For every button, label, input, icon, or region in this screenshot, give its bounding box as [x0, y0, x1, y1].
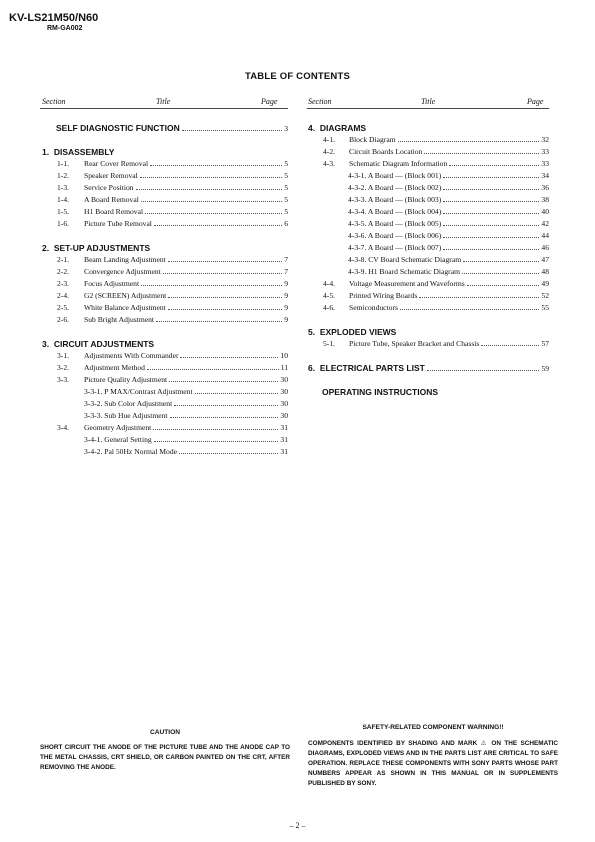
- toc-entry[interactable]: [84, 435, 288, 444]
- toc-entry[interactable]: [84, 291, 288, 300]
- entry-title: Sub Bright Adjustment: [84, 315, 155, 324]
- section-label: SELF DIAGNOSTIC FUNCTION: [56, 123, 180, 133]
- entry-title: 4-3-9. H1 Board Schematic Diagram: [348, 267, 460, 276]
- dot-leader: [182, 130, 282, 131]
- dot-leader: [174, 405, 278, 406]
- page-ref: 42: [541, 219, 549, 228]
- header-rule: [40, 108, 288, 109]
- toc-entry[interactable]: [349, 303, 549, 312]
- dot-leader: [443, 189, 539, 190]
- page-ref: 9: [284, 279, 288, 288]
- entry-title: Adjustments With Commander: [84, 351, 179, 360]
- entry-title: Geometry Adjustment: [84, 423, 152, 432]
- entry-number: 1-6.: [57, 219, 70, 228]
- entry-title: 4-3-1. A Board — (Block 001): [348, 171, 442, 180]
- entry-number: 2-6.: [57, 315, 70, 324]
- dot-leader: [168, 297, 282, 298]
- entry-title: 4-3-5. A Board — (Block 005): [348, 219, 442, 228]
- entry-title: 3-3-1. P MAX/Contrast Adjustment: [84, 387, 193, 396]
- entry-title: A Board Removal: [84, 195, 139, 204]
- toc-entry[interactable]: [348, 171, 549, 180]
- toc-entry[interactable]: [349, 279, 549, 288]
- entry-title: Schematic Diagram Information: [349, 159, 448, 168]
- page-ref: 31: [280, 423, 288, 432]
- toc-entry[interactable]: [84, 183, 288, 192]
- section-heading-3[interactable]: [42, 339, 154, 349]
- entry-number: 2-2.: [57, 267, 70, 276]
- section-label: DISASSEMBLY: [53, 147, 115, 157]
- entry-number: 4-3.: [323, 159, 336, 168]
- warning-triangle-icon: ⚠: [480, 739, 488, 747]
- entry-title: 4-3-7. A Board — (Block 007): [348, 243, 442, 252]
- col-header-title: Title: [421, 97, 436, 106]
- remote-model: RM-GA002: [47, 25, 83, 32]
- entry-title: 4-3-3. A Board — (Block 003): [348, 195, 442, 204]
- toc-entry[interactable]: [348, 219, 549, 228]
- dot-leader: [443, 225, 539, 226]
- toc-entry[interactable]: [84, 351, 288, 360]
- entry-number: 4-6.: [323, 303, 336, 312]
- toc-self-diagnostic[interactable]: [56, 123, 288, 133]
- section-number: 2.: [42, 243, 50, 253]
- entry-title: G2 (SCREEN) Adjustment: [84, 291, 167, 300]
- dot-leader: [427, 370, 540, 371]
- section-heading-2[interactable]: [42, 243, 150, 253]
- dot-leader: [195, 393, 279, 394]
- model-number: KV-LS21M50/N60: [9, 12, 99, 24]
- page-ref: 55: [541, 303, 549, 312]
- toc-entry[interactable]: [349, 339, 549, 348]
- toc-entry[interactable]: [84, 363, 288, 372]
- page-ref: 7: [284, 267, 288, 276]
- section-number: 3.: [42, 339, 50, 349]
- section-heading-1[interactable]: [42, 147, 114, 157]
- toc-entry[interactable]: [84, 267, 288, 276]
- page-ref: 46: [541, 243, 549, 252]
- toc-entry[interactable]: [84, 159, 288, 168]
- toc-entry[interactable]: [348, 195, 549, 204]
- page-ref: 7: [284, 255, 288, 264]
- entry-title: Picture Tube, Speaker Bracket and Chassis: [349, 339, 480, 348]
- page-ref: 40: [541, 207, 549, 216]
- page-ref: 31: [280, 435, 288, 444]
- toc-title: TABLE OF CONTENTS: [244, 71, 351, 82]
- entry-title: 4-3-4. A Board — (Block 004): [348, 207, 442, 216]
- page-ref: 9: [284, 315, 288, 324]
- page-ref: 30: [280, 375, 288, 384]
- toc-entry[interactable]: [349, 291, 549, 300]
- entry-number: 3-4.: [57, 423, 70, 432]
- entry-title: Beam Landing Adjustment: [84, 255, 166, 264]
- toc-entry[interactable]: [84, 423, 288, 432]
- toc-entry[interactable]: [84, 207, 288, 216]
- dot-leader: [140, 177, 282, 178]
- entry-title: Adjustment Method: [84, 363, 145, 372]
- dot-leader: [443, 177, 539, 178]
- entry-title: White Balance Adjustment: [84, 303, 166, 312]
- page-ref: 9: [284, 303, 288, 312]
- entry-title: H1 Board Removal: [84, 207, 144, 216]
- page-ref: 48: [541, 267, 549, 276]
- page-ref: 33: [541, 147, 549, 156]
- entry-title: 3-4-2. Pal 50Hz Normal Mode: [84, 447, 178, 456]
- entry-number: 5-1.: [323, 339, 336, 348]
- toc-entry[interactable]: [84, 303, 288, 312]
- entry-number: 4-5.: [323, 291, 336, 300]
- page-ref: 38: [541, 195, 549, 204]
- caution-body: SHORT CIRCUIT THE ANODE OF THE PICTURE TUBE AND THE ANODE CAP TO THE METAL CHASSIS, CRT SHIELD, OR CARBON PAINTED ON THE CRT, AFTER REMOVING THE ANODE.: [40, 744, 290, 771]
- header-rule: [307, 108, 549, 109]
- toc-entry[interactable]: [348, 243, 549, 252]
- dot-leader: [169, 381, 278, 382]
- page-ref: 6: [284, 219, 288, 228]
- safety-body-text: ON THE SCHEMATIC DIAGRAMS, EXPLODED VIEWS AND IN THE PARTS LIST ARE CRITICAL TO SAFE OPERATION. REPLACE THESE COMPONENTS WITH SONY PARTS WHOSE PART NUMBERS APPEAR AS SHOWN IN THIS MANUAL OR IN SUPPLEMENTS PUBLISHED BY SONY.: [308, 740, 558, 787]
- entry-title: 3-4-1. General Setting: [84, 435, 152, 444]
- section-label: ELECTRICAL PARTS LIST: [319, 363, 425, 373]
- dot-leader: [424, 153, 539, 154]
- page-ref: 3: [284, 124, 288, 133]
- toc-entry[interactable]: [84, 399, 288, 408]
- dot-leader: [141, 285, 282, 286]
- toc-entry[interactable]: [84, 387, 288, 396]
- dot-leader: [168, 309, 282, 310]
- dot-leader: [141, 201, 282, 202]
- safety-body-text: COMPONENTS IDENTIFIED BY SHADING AND MARK: [308, 740, 481, 747]
- dot-leader: [168, 261, 282, 262]
- toc-entry[interactable]: [349, 135, 549, 144]
- caution-heading: CAUTION: [149, 729, 181, 736]
- dot-leader: [463, 261, 539, 262]
- entry-number: 1-3.: [57, 183, 70, 192]
- entry-number: 3-2.: [57, 363, 70, 372]
- dot-leader: [156, 321, 282, 322]
- entry-title: Printed Wiring Boards: [349, 291, 418, 300]
- dot-leader: [154, 441, 279, 442]
- section-number: 1.: [42, 147, 50, 157]
- dot-leader: [170, 417, 279, 418]
- entry-title: Rear Cover Removal: [84, 159, 149, 168]
- entry-title: Block Diagram: [349, 135, 396, 144]
- dot-leader: [443, 201, 539, 202]
- entry-number: 2-1.: [57, 255, 70, 264]
- section-heading-5[interactable]: [308, 327, 396, 337]
- entry-title: Speaker Removal: [84, 171, 138, 180]
- page-number: – 2 –: [289, 821, 306, 830]
- page-ref: 32: [541, 135, 549, 144]
- safety-body: [308, 738, 558, 789]
- section-heading-6[interactable]: [308, 363, 549, 373]
- dot-leader: [147, 369, 279, 370]
- entry-title: Circuit Boards Location: [349, 147, 423, 156]
- dot-leader: [398, 141, 540, 142]
- dot-leader: [179, 453, 278, 454]
- page-ref: 11: [280, 363, 288, 372]
- page-ref: 33: [541, 159, 549, 168]
- toc-entry[interactable]: [349, 147, 549, 156]
- entry-title: Convergence Adjustment: [84, 267, 161, 276]
- toc-entry[interactable]: [349, 159, 549, 168]
- page-ref: 59: [541, 364, 549, 373]
- page-ref: 31: [280, 447, 288, 456]
- entry-number: 2-3.: [57, 279, 70, 288]
- entry-number: 1-2.: [57, 171, 70, 180]
- entry-number: 2-4.: [57, 291, 70, 300]
- page-ref: 5: [284, 195, 288, 204]
- section-label: CIRCUIT ADJUSTMENTS: [53, 339, 155, 349]
- section-number: 5.: [308, 327, 316, 337]
- section-number: 6.: [308, 363, 316, 373]
- page-ref: 30: [280, 411, 288, 420]
- toc-entry[interactable]: [84, 279, 288, 288]
- page-ref: 10: [280, 351, 288, 360]
- page-ref: 5: [284, 159, 288, 168]
- entry-number: 4-2.: [323, 147, 336, 156]
- dot-leader: [180, 357, 278, 358]
- section-label: EXPLODED VIEWS: [319, 327, 397, 337]
- page-ref: 5: [284, 183, 288, 192]
- entry-title: 4-3-8. CV Board Schematic Diagram: [348, 255, 462, 264]
- entry-title: 4-3-2. A Board — (Block 002): [348, 183, 442, 192]
- entry-title: Voltage Measurement and Waveforms: [349, 279, 465, 288]
- col-header-page: Page: [527, 97, 544, 106]
- entry-title: Service Position: [84, 183, 134, 192]
- toc-entry[interactable]: [84, 255, 288, 264]
- operating-instructions[interactable]: OPERATING INSTRUCTIONS: [322, 387, 439, 397]
- section-heading-4[interactable]: [308, 123, 366, 133]
- dot-leader: [150, 165, 282, 166]
- col-header-section: Section: [308, 97, 332, 106]
- toc-entry[interactable]: [84, 315, 288, 324]
- page-ref: 5: [284, 207, 288, 216]
- dot-leader: [136, 189, 283, 190]
- entry-number: 3-1.: [57, 351, 70, 360]
- entry-title: Focus Adjustment: [84, 279, 140, 288]
- toc-entry[interactable]: [348, 255, 549, 264]
- entry-title: 3-3-2. Sub Color Adjustment: [84, 399, 173, 408]
- page-ref: 30: [280, 387, 288, 396]
- page-ref: 49: [541, 279, 549, 288]
- entry-number: 4-1.: [323, 135, 336, 144]
- dot-leader: [481, 345, 539, 346]
- dot-leader: [462, 273, 539, 274]
- page-ref: 52: [541, 291, 549, 300]
- page-ref: 57: [541, 339, 549, 348]
- dot-leader: [145, 213, 282, 214]
- dot-leader: [467, 285, 540, 286]
- entry-title: 4-3-6. A Board — (Block 006): [348, 231, 442, 240]
- page-ref: 36: [541, 183, 549, 192]
- section-label: SET-UP ADJUSTMENTS: [53, 243, 151, 253]
- entry-title: Picture Quality Adjustment: [84, 375, 168, 384]
- entry-title: Semiconductors: [349, 303, 398, 312]
- section-number: 4.: [308, 123, 316, 133]
- toc-entry[interactable]: [84, 171, 288, 180]
- toc-entry[interactable]: [84, 447, 288, 456]
- dot-leader: [443, 249, 539, 250]
- entry-title: Picture Tube Removal: [84, 219, 152, 228]
- section-label: DIAGRAMS: [319, 123, 367, 133]
- page-ref: 5: [284, 171, 288, 180]
- dot-leader: [163, 273, 282, 274]
- col-header-section: Section: [42, 97, 66, 106]
- page-ref: 9: [284, 291, 288, 300]
- dot-leader: [400, 309, 539, 310]
- toc-entry[interactable]: [84, 375, 288, 384]
- dot-leader: [419, 297, 539, 298]
- toc-entry[interactable]: [348, 231, 549, 240]
- page-ref: 44: [541, 231, 549, 240]
- page-ref: 47: [541, 255, 549, 264]
- toc-entry[interactable]: [84, 195, 288, 204]
- entry-number: 4-4.: [323, 279, 336, 288]
- page-ref: 34: [541, 171, 549, 180]
- page-ref: 30: [280, 399, 288, 408]
- entry-number: 1-1.: [57, 159, 70, 168]
- toc-entry[interactable]: [348, 267, 549, 276]
- dot-leader: [449, 165, 539, 166]
- entry-number: 3-3.: [57, 375, 70, 384]
- toc-entry[interactable]: [348, 207, 549, 216]
- entry-number: 1-5.: [57, 207, 70, 216]
- toc-entry[interactable]: [348, 183, 549, 192]
- entry-title: 3-3-3. Sub Hue Adjustment: [84, 411, 168, 420]
- toc-entry[interactable]: [84, 411, 288, 420]
- col-header-title: Title: [156, 97, 171, 106]
- col-header-page: Page: [261, 97, 278, 106]
- entry-number: 1-4.: [57, 195, 70, 204]
- entry-number: 2-5.: [57, 303, 70, 312]
- dot-leader: [153, 429, 278, 430]
- dot-leader: [443, 237, 539, 238]
- dot-leader: [154, 225, 282, 226]
- toc-entry[interactable]: [84, 219, 288, 228]
- safety-heading: SAFETY-RELATED COMPONENT WARNING!!: [362, 724, 504, 731]
- dot-leader: [443, 213, 539, 214]
